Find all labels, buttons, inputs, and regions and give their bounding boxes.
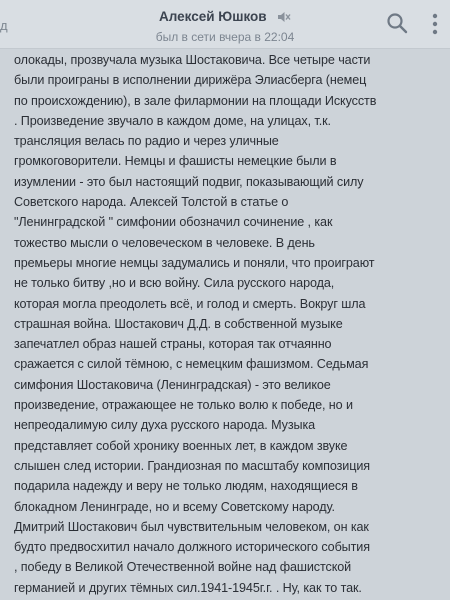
- message-text: [14, 50, 446, 598]
- message-line: произведение, отражающее не только волю к победе, но и: [14, 398, 353, 413]
- contact-name: Алексей Юшков: [158, 9, 267, 24]
- message-line: представляет собой хронику военных лет, в каждом звуке: [14, 438, 348, 453]
- message-line: Дмитрий Шостакович был чувствительным человеком, он как: [14, 519, 369, 534]
- message-line: блокадном Ленинграде, но и всему Советскому народу.: [14, 499, 335, 514]
- message-line: трансляция велась по радио и через уличные: [14, 134, 279, 149]
- message-line: громкоговорители. Немцы и фашисты немецкие были в: [14, 154, 337, 169]
- message-line: были проиграны в исполнении дирижёра Элиасберга (немец: [14, 73, 367, 88]
- chat-header: [0, 0, 450, 49]
- message-line: премьеры многие немцы задумались и поняли, что проиграют: [14, 255, 375, 270]
- message-line: "Ленинградской " симфонии обозначил сочинение , как: [14, 215, 333, 230]
- message-line: слышен след истории. Грандиозная по масштабу композиция: [14, 458, 371, 473]
- message-line: изумлении - это был настоящий подвиг, показывающий силу: [14, 174, 364, 189]
- message-line: германией и других тёмных сил.1941-1945г.г. . Ну, как то так.: [14, 580, 362, 595]
- message-line: олокады, прозвучала музыка Шостаковича. Все четыре части: [14, 53, 371, 67]
- search-icon[interactable]: [386, 12, 408, 34]
- message-line: не только битву ,но и всю войну. Сила русского народа,: [14, 276, 335, 291]
- more-vertical-icon[interactable]: [432, 13, 438, 35]
- message-line: подарила надежду и веру не только людям, находящиеся в: [14, 479, 358, 494]
- message-line: , победу в Великой Отечественной войне над фашистской: [14, 560, 352, 575]
- last-seen-status: был в сети вчера в 22:04: [155, 30, 295, 44]
- message-line: страшная война. Шостакович Д.Д. в собственной музыке: [14, 316, 343, 331]
- muted-speaker-icon: [277, 11, 291, 23]
- message-line: по происхождению), в зале филармонии на площади Искусств: [14, 93, 377, 108]
- message-line: симфония Шостаковича (Ленинградская) - это великое: [14, 377, 331, 392]
- message-line: непреодалимую силу духа русского народа. Музыка: [14, 418, 316, 433]
- message-line: . Произведение звучало в каждом доме, на улицах, т.к.: [14, 113, 331, 128]
- chat-title[interactable]: [90, 8, 360, 44]
- back-button[interactable]: д: [0, 18, 8, 33]
- message-line: будто предвосхитил начало должного исторического события: [14, 540, 370, 555]
- message-line: Советского народа. Алексей Толстой в статье о: [14, 195, 289, 210]
- message-line: сражается с силой тёмною, с немецким фашизмом. Седьмая: [14, 357, 369, 372]
- message-line: которая могла преодолеть всё, и голод и смерть. Вокруг шла: [14, 296, 366, 311]
- message-line: запечатлел образ нашей страны, которая так отчаянно: [14, 337, 332, 352]
- message-line: тожество мысли о человеческом в человеке. В день: [14, 235, 315, 250]
